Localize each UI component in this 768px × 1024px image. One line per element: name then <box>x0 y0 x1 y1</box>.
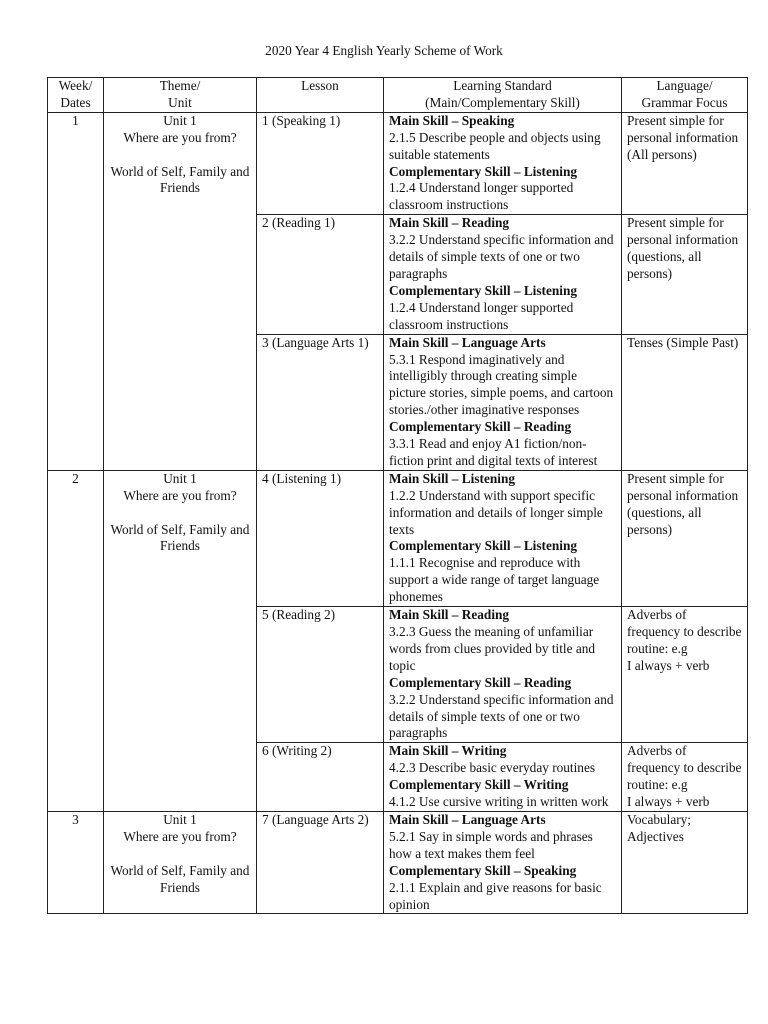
week-number: 2 <box>48 470 104 811</box>
lesson-cell: 7 (Language Arts 2) <box>257 811 384 913</box>
main-skill-heading: Main Skill – Reading <box>389 607 510 623</box>
unit-question: Where are you from? <box>123 828 237 844</box>
lesson-cell: 1 (Speaking 1) <box>257 112 384 214</box>
unit-label: Unit 1 <box>163 112 197 128</box>
lesson-cell: 5 (Reading 2) <box>257 607 384 743</box>
main-skill-heading: Main Skill – Writing <box>389 743 507 759</box>
main-skill-text: 2.1.5 Describe people and objects using suitable statements <box>389 129 601 162</box>
grammar-focus-example: I always + verb <box>627 794 710 810</box>
table-row <box>48 811 748 913</box>
complementary-skill-text: 3.2.2 Understand specific information and details of simple texts of one or two paragraphs <box>389 691 614 741</box>
header-week <box>48 78 104 113</box>
grammar-focus-cell: Present simple for personal information (questions, all persons) <box>622 470 748 606</box>
table-row <box>48 112 748 214</box>
table-header-row <box>48 78 748 113</box>
complementary-skill-text: 1.1.1 Recognise and reproduce with support a wide range of target language phonemes <box>389 555 600 605</box>
grammar-focus-cell <box>622 607 748 743</box>
week-number: 1 <box>48 112 104 470</box>
header-grammar-line1: Language/ <box>656 78 713 93</box>
scheme-of-work-table <box>47 77 748 914</box>
grammar-focus-cell: Present simple for personal information (All persons) <box>622 112 748 214</box>
theme-unit-cell <box>104 811 257 913</box>
main-skill-text: 4.2.3 Describe basic everyday routines <box>389 760 596 776</box>
grammar-focus-text: Adverbs of frequency to describe routine: e.g <box>627 607 742 656</box>
complementary-skill-heading: Complementary Skill – Writing <box>389 777 569 793</box>
main-skill-heading: Main Skill – Language Arts <box>389 811 546 827</box>
header-learning-standard <box>384 78 622 113</box>
header-grammar-line2: Grammar Focus <box>641 94 728 110</box>
complementary-skill-heading: Complementary Skill – Listening <box>389 538 578 554</box>
learning-standard-cell <box>384 743 622 812</box>
lesson-cell: 6 (Writing 2) <box>257 743 384 812</box>
unit-question: Where are you from? <box>123 129 237 145</box>
grammar-focus-cell: Present simple for personal information (questions, all persons) <box>622 215 748 334</box>
complementary-skill-heading: Complementary Skill – Listening <box>389 163 578 179</box>
complementary-skill-text: 3.3.1 Read and enjoy A1 fiction/non-fiction print and digital texts of interest <box>389 436 598 468</box>
complementary-skill-heading: Complementary Skill – Reading <box>389 674 572 690</box>
learning-standard-cell <box>384 334 622 470</box>
week-number: 3 <box>48 811 104 913</box>
lesson-cell: 4 (Listening 1) <box>257 470 384 606</box>
grammar-focus-example: I always + verb <box>627 657 710 673</box>
header-week-line2: Dates <box>60 94 91 110</box>
theme-label: World of Self, Family and Friends <box>110 163 250 196</box>
header-week-line1: Week/ <box>58 78 93 93</box>
main-skill-text: 3.2.3 Guess the meaning of unfamiliar words from clues provided by title and topic <box>389 624 596 673</box>
learning-standard-cell <box>384 215 622 334</box>
theme-label: World of Self, Family and Friends <box>110 862 250 895</box>
main-skill-heading: Main Skill – Reading <box>389 215 510 231</box>
main-skill-heading: Main Skill – Speaking <box>389 112 515 128</box>
complementary-skill-heading: Complementary Skill – Reading <box>389 419 572 435</box>
unit-label: Unit 1 <box>163 811 197 827</box>
complementary-skill-text: 2.1.1 Explain and give reasons for basic opinion <box>389 879 602 912</box>
main-skill-text: 1.2.2 Understand with support specific information and details of longer simple texts <box>389 487 603 537</box>
main-skill-heading: Main Skill – Language Arts <box>389 334 546 350</box>
header-standard-line2: (Main/Complementary Skill) <box>425 94 580 110</box>
header-theme-line1: Theme/ <box>159 78 201 93</box>
complementary-skill-heading: Complementary Skill – Listening <box>389 282 578 298</box>
grammar-focus-text: Adverbs of frequency to describe routine: e.g <box>627 743 742 793</box>
theme-unit-cell <box>104 470 257 811</box>
header-theme-line2: Unit <box>168 94 192 110</box>
unit-label: Unit 1 <box>163 470 197 486</box>
theme-unit-cell <box>104 112 257 470</box>
complementary-skill-text: 1.2.4 Understand longer supported classroom instructions <box>389 180 574 213</box>
main-skill-text: 5.2.1 Say in simple words and phrases how a text makes them feel <box>389 828 593 861</box>
main-skill-heading: Main Skill – Listening <box>389 470 515 486</box>
learning-standard-cell <box>384 470 622 606</box>
lesson-cell: 2 (Reading 1) <box>257 215 384 334</box>
learning-standard-cell <box>384 112 622 214</box>
grammar-focus-cell: Vocabulary; Adjectives <box>622 811 748 913</box>
learning-standard-cell <box>384 607 622 743</box>
complementary-skill-heading: Complementary Skill – Speaking <box>389 862 577 878</box>
header-standard-line1: Learning Standard <box>453 78 552 93</box>
complementary-skill-text: 1.2.4 Understand longer supported classroom instructions <box>389 299 574 332</box>
unit-question: Where are you from? <box>123 487 237 503</box>
header-theme <box>104 78 257 113</box>
document-title: 2020 Year 4 English Yearly Scheme of Work <box>265 43 503 58</box>
lesson-cell: 3 (Language Arts 1) <box>257 334 384 470</box>
header-grammar-focus <box>622 78 748 113</box>
theme-label: World of Self, Family and Friends <box>110 521 250 554</box>
table-row <box>48 470 748 606</box>
grammar-focus-cell <box>622 743 748 812</box>
complementary-skill-text: 4.1.2 Use cursive writing in written work <box>389 794 609 810</box>
learning-standard-cell <box>384 811 622 913</box>
grammar-focus-cell: Tenses (Simple Past) <box>622 334 748 470</box>
header-lesson: Lesson <box>257 78 384 113</box>
main-skill-text: 5.3.1 Respond imaginatively and intelligibly through creating simple picture stories, simple poems, and cartoon stories./other imaginative responses <box>389 351 614 418</box>
main-skill-text: 3.2.2 Understand specific information and details of simple texts of one or two paragraphs <box>389 232 614 281</box>
